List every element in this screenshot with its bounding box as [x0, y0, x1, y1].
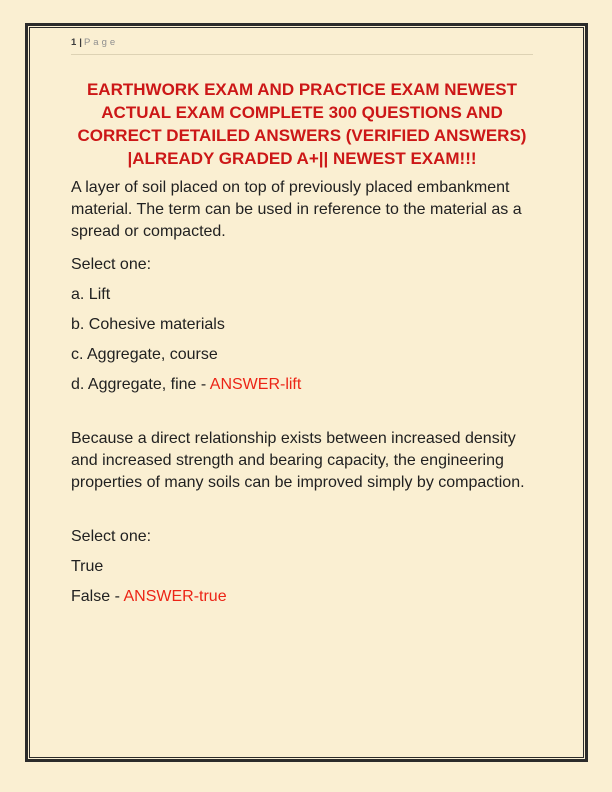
option-text: d. Aggregate, fine -: [71, 376, 210, 393]
question2-option-false: [71, 586, 533, 608]
question1-text: A layer of soil placed on top of previously placed embankment material. The term can be used in reference to the material as a spread or compacted.: [71, 179, 522, 240]
option-text: c. Aggregate, course: [71, 346, 218, 363]
page-number: 1: [71, 37, 77, 48]
question1-option-d: [71, 374, 533, 396]
question2-prompt: Select one:: [71, 528, 152, 545]
question1-option-a: [71, 284, 533, 306]
option-text: False -: [71, 588, 124, 605]
option-text: a. Lift: [71, 286, 111, 303]
question1-prompt: Select one:: [71, 256, 152, 273]
answer-text: ANSWER-true: [123, 588, 227, 605]
option-text: True: [71, 558, 104, 575]
page-border: [25, 23, 588, 762]
option-text: b. Cohesive materials: [71, 316, 225, 333]
question1-option-c: [71, 344, 533, 366]
page-content: [30, 28, 583, 608]
answer-text: ANSWER-lift: [209, 376, 302, 393]
page-header: [71, 37, 533, 55]
question1-option-b: [71, 314, 533, 336]
document-title: EARTHWORK EXAM AND PRACTICE EXAM NEWEST ACTUAL EXAM COMPLETE 300 QUESTIONS AND CORRECT DETAILED ANSWERS (VERIFIED ANSWERS) |ALREADY GRADED A+|| NEWEST EXAM!!!: [77, 80, 527, 168]
page-number-separator: |: [79, 37, 82, 48]
question2-option-true: [71, 556, 533, 578]
question2-text: Because a direct relationship exists between increased density and increased strength and bearing capacity, the engineering properties of many soils can be improved simply by compaction.: [71, 430, 525, 491]
page-label: Page: [83, 37, 119, 48]
page-border-inner: [29, 27, 584, 758]
